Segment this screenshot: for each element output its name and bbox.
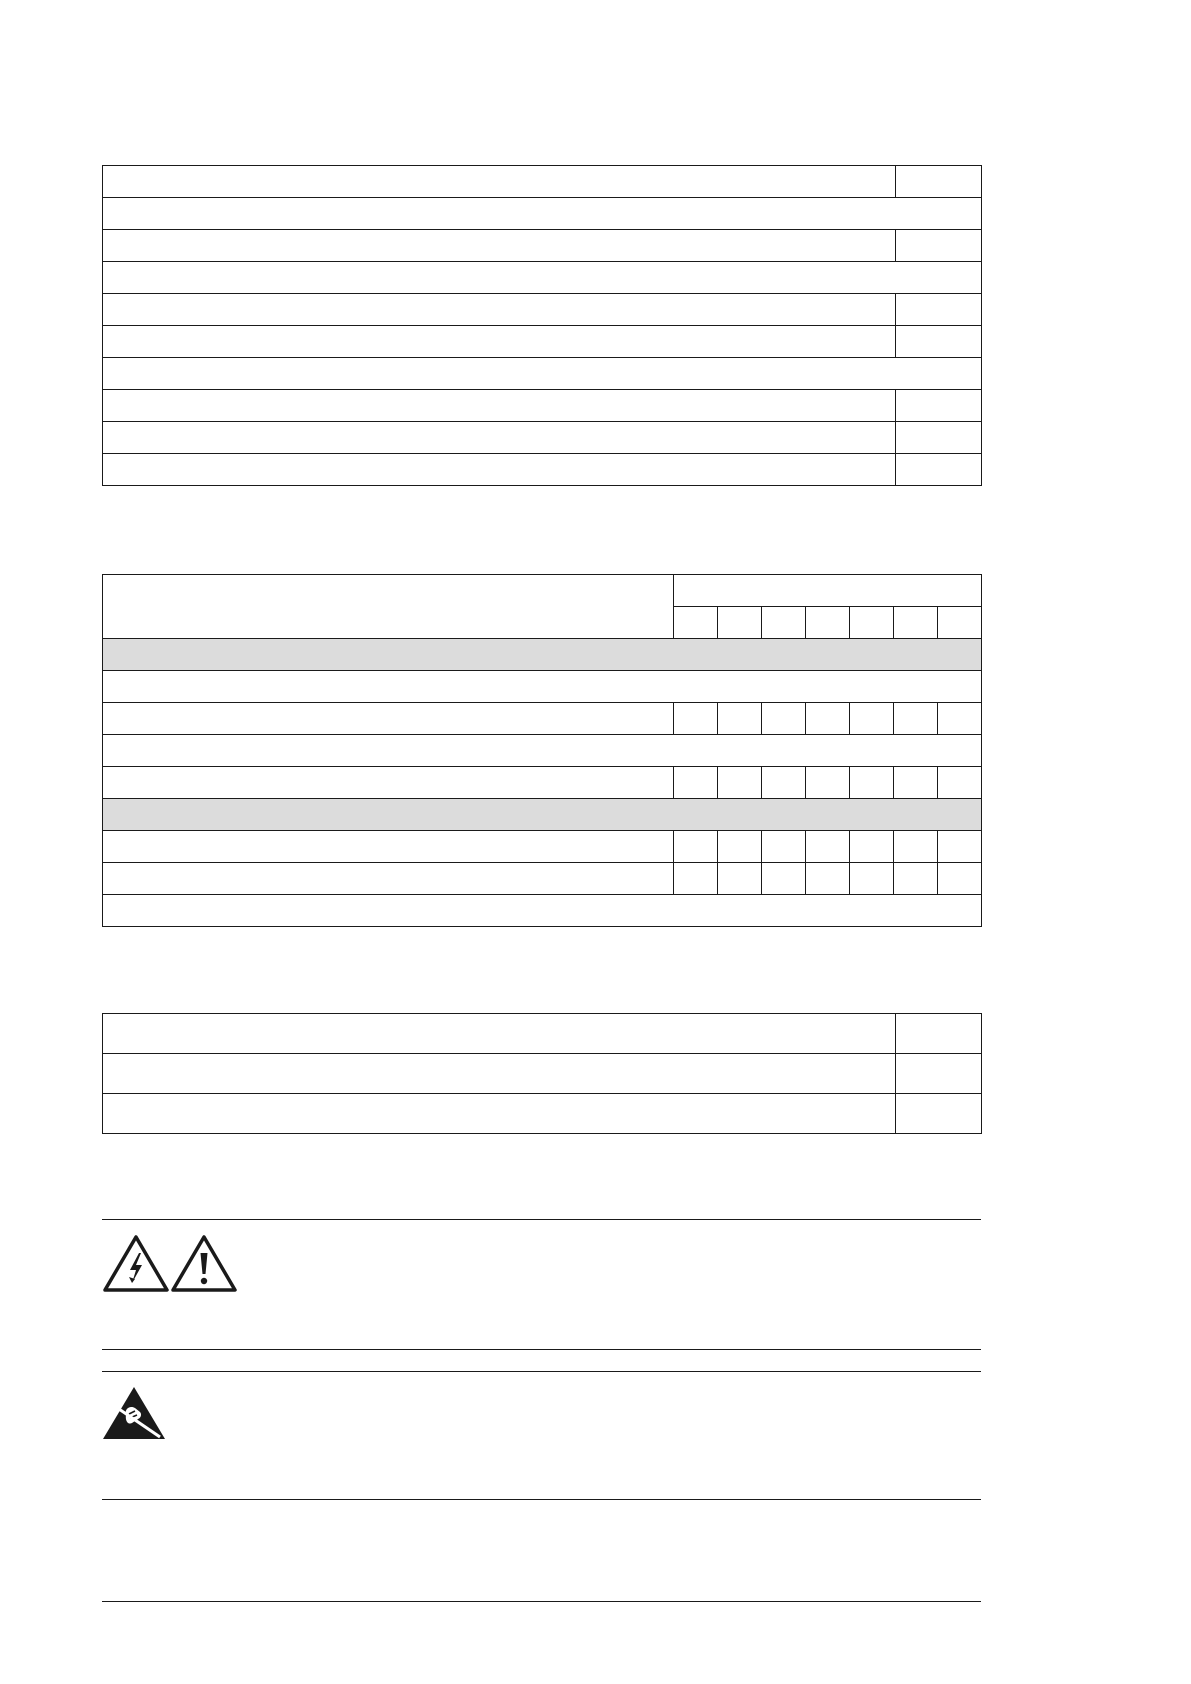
table-row [103, 1094, 982, 1134]
table-cell-value [896, 1054, 982, 1094]
table-cell [806, 703, 850, 735]
table-subheader-cell [718, 607, 762, 639]
table-cell-label [103, 454, 896, 486]
table-cell [718, 767, 762, 799]
table-cell-label [103, 767, 674, 799]
table-cell-label [103, 831, 674, 863]
table-cell-label [103, 1014, 896, 1054]
table-row [103, 863, 982, 895]
table-cell [894, 767, 938, 799]
table-subheader-cell [674, 607, 718, 639]
table-row [103, 831, 982, 863]
table-cell [850, 703, 894, 735]
notice-top-rule [102, 1219, 981, 1220]
table-row [103, 703, 982, 735]
table-section-row [103, 639, 982, 671]
table-cell [894, 703, 938, 735]
table-cell-full [103, 671, 982, 703]
table-cell [850, 831, 894, 863]
table-cell [718, 863, 762, 895]
table-cell [674, 767, 718, 799]
table-cell-value [896, 294, 982, 326]
table-cell [762, 703, 806, 735]
table-2 [102, 574, 982, 927]
table-section-heading [103, 639, 982, 671]
notice-top-rule [102, 1371, 981, 1372]
table-section-row [103, 799, 982, 831]
table-subheader-cell [850, 607, 894, 639]
table-cell-value [896, 454, 982, 486]
table-cell-value [896, 422, 982, 454]
table-row [103, 671, 982, 703]
table-row [103, 326, 982, 358]
table-row [103, 198, 982, 230]
esd-sensitive-icon [102, 1385, 166, 1446]
notice-bottom-rule [102, 1499, 981, 1500]
table-cell-full [103, 262, 982, 294]
table-3 [102, 1013, 982, 1134]
table-row [103, 895, 982, 927]
table-cell-label [103, 703, 674, 735]
table-cell-label [103, 230, 896, 262]
table-cell [806, 863, 850, 895]
table-cell-value [896, 1094, 982, 1134]
table-cell-value [896, 230, 982, 262]
table-cell [762, 767, 806, 799]
electrical-hazard-icon [102, 1233, 170, 1298]
table-section-heading [103, 799, 982, 831]
table-cell-label [103, 390, 896, 422]
table-row [103, 454, 982, 486]
table-cell-label [103, 326, 896, 358]
table-subheader-cell [894, 607, 938, 639]
table-cell-value [896, 166, 982, 198]
table-cell [850, 863, 894, 895]
general-warning-icon [170, 1233, 238, 1298]
table-cell-label [103, 863, 674, 895]
table-row [103, 230, 982, 262]
table-row [103, 1054, 982, 1094]
table-cell [762, 831, 806, 863]
table-cell [806, 831, 850, 863]
table-cell [674, 703, 718, 735]
table-1 [102, 165, 982, 486]
table-cell [938, 767, 982, 799]
table-cell-full [103, 735, 982, 767]
table-cell [674, 831, 718, 863]
table-row [103, 262, 982, 294]
note-bottom-rule [102, 1601, 981, 1602]
table-cell-value [896, 326, 982, 358]
table-subheader-cell [806, 607, 850, 639]
table-cell [674, 863, 718, 895]
table-cell [938, 831, 982, 863]
table-cell-value [896, 390, 982, 422]
table-cell [718, 831, 762, 863]
table-cell [894, 831, 938, 863]
table-cell [718, 703, 762, 735]
table-row [103, 358, 982, 390]
table-cell-label [103, 294, 896, 326]
table-cell-label [103, 422, 896, 454]
table-cell-value [896, 1014, 982, 1054]
table-row [103, 166, 982, 198]
table-cell [938, 863, 982, 895]
table-row [103, 390, 982, 422]
table-subheader-cell [762, 607, 806, 639]
table-row [103, 767, 982, 799]
table-row [103, 422, 982, 454]
table-cell-label [103, 1094, 896, 1134]
table-cell-label [103, 166, 896, 198]
table-row [103, 735, 982, 767]
table-header-label [103, 575, 674, 639]
table-row [103, 1014, 982, 1054]
table-cell [850, 767, 894, 799]
table-cell [894, 863, 938, 895]
table-cell [938, 703, 982, 735]
table-cell-full [103, 198, 982, 230]
table-cell-full [103, 358, 982, 390]
table-header-group [674, 575, 982, 607]
table-row [103, 294, 982, 326]
table-cell-full [103, 895, 982, 927]
table-cell-label [103, 1054, 896, 1094]
table-cell [806, 767, 850, 799]
table-subheader-cell [938, 607, 982, 639]
table-header-row [103, 575, 982, 607]
table-cell [762, 863, 806, 895]
notice-bottom-rule [102, 1349, 981, 1350]
